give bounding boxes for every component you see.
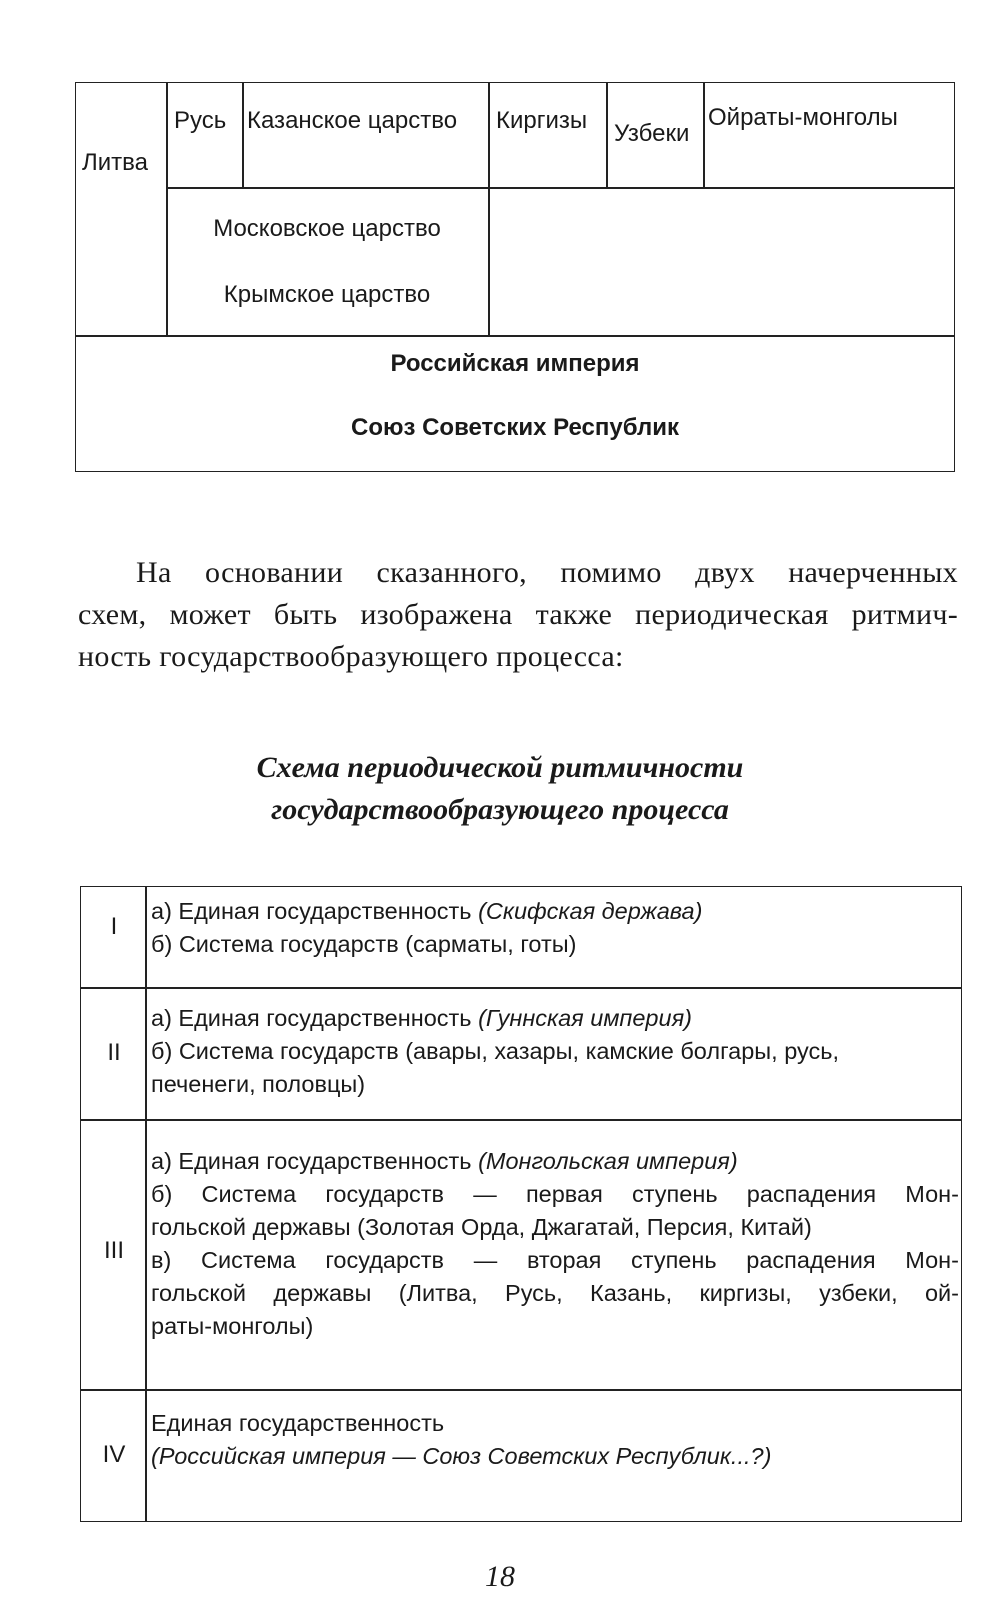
period-content (151, 895, 959, 961)
paragraph-line-3: ность государствообразующего процесса: (78, 640, 624, 673)
rhythm-schema-table (80, 886, 962, 1522)
divider (145, 887, 147, 1521)
period-c-text: раты-монголы) (151, 1313, 314, 1339)
divider (81, 1389, 961, 1391)
period-text: Единая государственность (151, 1410, 445, 1436)
cell-kazan: Казанское царство (247, 107, 458, 134)
divider (166, 187, 954, 189)
divider (242, 83, 244, 187)
cell-oiraty: Ойраты-монголы (708, 104, 898, 131)
period-a-italic: (Монгольская империя) (478, 1148, 738, 1174)
divider (488, 83, 490, 335)
page-number: 18 (485, 1560, 515, 1593)
period-a-italic: (Скифская держава) (478, 898, 703, 924)
cell-soyuz: Союз Советских Республик (351, 414, 679, 441)
period-b-text: б) Система государств — первая ступень распадения Мон- (151, 1181, 959, 1207)
cell-imperia: Российская империя (390, 350, 640, 377)
cell-litva: Литва (82, 149, 148, 176)
period-a-text: а) Единая государственность (151, 1005, 479, 1031)
cell-krymskoe: Крымское царство (223, 281, 431, 308)
schema-heading-line-2: государствообразующего процесса (271, 793, 729, 826)
period-numeral: III (103, 1237, 124, 1264)
schema-heading-line-1: Схема периодической ритмичности (256, 751, 744, 784)
paragraph-line-2: схем, может быть изображена также периодическая ритмич- (78, 598, 958, 631)
cell-uzbeki: Узбеки (614, 120, 690, 147)
period-numeral: I (110, 913, 118, 940)
period-b-text: печенеги, половцы) (151, 1071, 366, 1097)
period-content (151, 1145, 959, 1343)
cell-rus: Русь (174, 107, 227, 134)
period-content (151, 1002, 959, 1101)
period-content (151, 1407, 959, 1473)
period-italic: (Российская империя — Союз Советских Республик...?) (151, 1443, 772, 1469)
paragraph-line-1: На основании сказанного, помимо двух начерченных (136, 556, 958, 589)
period-b-text: гольской державы (Золотая Орда, Джагатай, Персия, Китай) (151, 1214, 812, 1240)
period-b-text: б) Система государств (сарматы, готы) (151, 931, 577, 957)
period-c-text: в) Система государств — вторая ступень распадения Мон- (151, 1247, 959, 1273)
period-numeral: IV (102, 1441, 126, 1468)
divider (606, 83, 608, 187)
divider (81, 1119, 961, 1121)
period-a-italic: (Гуннская империя) (478, 1005, 692, 1031)
cell-moskovskoe: Московское царство (213, 215, 441, 242)
period-c-text: гольской державы (Литва, Русь, Казань, киргизы, узбеки, ой- (151, 1280, 959, 1306)
divider (703, 83, 705, 187)
states-schema-table (75, 82, 955, 472)
period-a-text: а) Единая государственность (151, 1148, 479, 1174)
cell-kirgizy: Киргизы (496, 107, 588, 134)
divider (81, 987, 961, 989)
period-b-text: б) Система государств (авары, хазары, камские болгары, русь, (151, 1038, 840, 1064)
period-a-text: а) Единая государственность (151, 898, 479, 924)
body-paragraph (78, 552, 958, 678)
divider (76, 335, 954, 337)
period-numeral: II (107, 1039, 121, 1066)
